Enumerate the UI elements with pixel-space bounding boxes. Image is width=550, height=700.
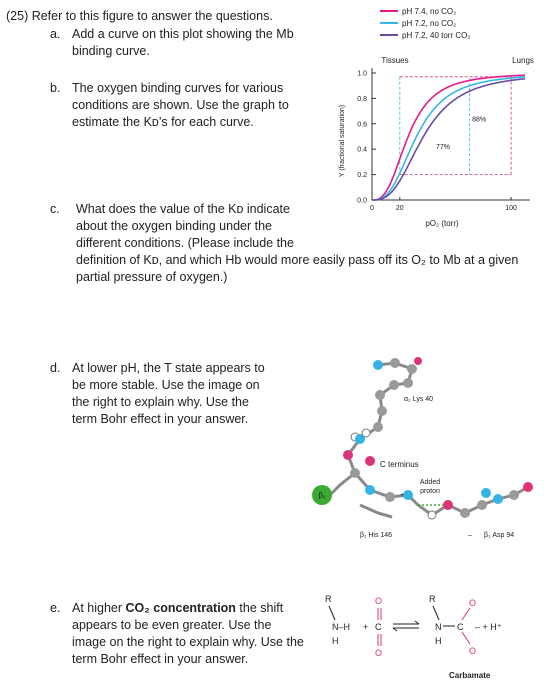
question-a	[50, 26, 310, 60]
annotation-77: 77%	[435, 144, 450, 152]
question-e-text-post: the shift appears to be even greater. Use the image on the right to explain why. Use the term Bohr effect in your answer.	[72, 601, 304, 666]
y-tick-label: 0.2	[357, 172, 367, 180]
product-charge: – + H⁺	[475, 622, 502, 632]
proton-label: proton	[420, 488, 440, 495]
y-tick-label: 0.8	[357, 95, 367, 103]
carbamate-reaction	[315, 590, 545, 685]
question-header: (25) Refer to this figure to answer the questions.	[6, 9, 273, 23]
question-c-line2: about the oxygen binding under the	[76, 219, 272, 233]
added-label: Added	[419, 479, 441, 486]
question-c-letter: c.	[50, 202, 60, 216]
y-tick-label: 0.0	[357, 197, 367, 205]
question-a-letter: a.	[50, 27, 61, 41]
legend-label: pH 7.2, 40 torr CO₂	[402, 31, 471, 40]
product-o-top: O	[469, 598, 477, 608]
c-terminus-label: C terminus	[380, 460, 419, 469]
r-group-1: R	[325, 594, 332, 604]
question-e	[50, 600, 308, 668]
question-d	[50, 360, 270, 428]
amine-h: H	[332, 636, 339, 646]
co2-o-bottom: O	[375, 648, 383, 658]
question-c-line1: What does the value of the Kᴅ indicate	[76, 202, 290, 216]
y-tick-label: 0.4	[357, 146, 367, 154]
legend-label: pH 7.4, no CO₂	[402, 7, 457, 16]
y-tick-label: 0.6	[357, 121, 367, 129]
x-tick-label: 20	[395, 205, 404, 212]
product-o-bottom: O	[469, 646, 477, 656]
question-b-letter: b.	[50, 81, 61, 95]
question-b-text: The oxygen binding curves for various conditions are shown. Use the graph to estimate the Kᴅ’s for each curve.	[72, 81, 289, 129]
co2-o-top: O	[375, 596, 383, 606]
question-c-line3: different conditions. (Please include the	[76, 236, 294, 250]
minus-sign: –	[468, 532, 472, 539]
x-tick-label: 0	[370, 205, 374, 212]
question-d-text: At lower pH, the T state appears to be more stable. Use the image on the right to explain why. Use the term Bohr effect in your answer.	[72, 361, 265, 426]
amine-nh: N–H	[332, 622, 351, 632]
annotation-88: 88%	[472, 116, 487, 124]
x-tick-label: 100	[505, 205, 517, 212]
oxygen-binding-chart	[320, 0, 550, 240]
lys-label: α₂ Lys 40	[404, 396, 434, 403]
question-e-text-pre: At higher	[72, 601, 126, 615]
equilibrium-arrows	[393, 621, 419, 631]
question-c-continuation: definition of Kᴅ, and which Hb would more easily pass off its O₂ to Mb at a given partial pressure of oxygen.)	[76, 253, 519, 284]
lungs-label: Lungs	[512, 56, 534, 65]
r-group-2: R	[429, 594, 436, 604]
plus-sign: +	[400, 492, 405, 499]
product-c: C	[457, 622, 464, 632]
question-e-text-bold: CO₂ concentration	[125, 601, 236, 615]
his-label: β₁ His 146	[360, 532, 393, 539]
binding-curve	[372, 77, 525, 200]
plus-1: +	[363, 622, 369, 632]
co2-c: C	[375, 622, 382, 632]
tissues-label: Tissues	[381, 56, 409, 65]
question-a-text: Add a curve on this plot showing the Mb binding curve.	[72, 27, 294, 58]
carbamate-label: Carbamate	[449, 671, 491, 680]
beta1-label: β₁	[318, 491, 326, 500]
question-d-letter: d.	[50, 361, 61, 375]
legend-label: pH 7.2, no CO₂	[402, 19, 457, 28]
product-h: H	[435, 636, 442, 646]
product-n: N	[435, 622, 442, 632]
x-axis-label: pO₂ (torr)	[425, 219, 459, 228]
question-b	[50, 80, 310, 131]
y-axis-label: Y (fractional saturation)	[339, 104, 346, 178]
question-e-letter: e.	[50, 601, 61, 615]
salt-bridge-structure	[300, 345, 545, 550]
y-tick-label: 1.0	[357, 70, 367, 78]
asp-label: β₁ Asp 94	[484, 532, 515, 539]
